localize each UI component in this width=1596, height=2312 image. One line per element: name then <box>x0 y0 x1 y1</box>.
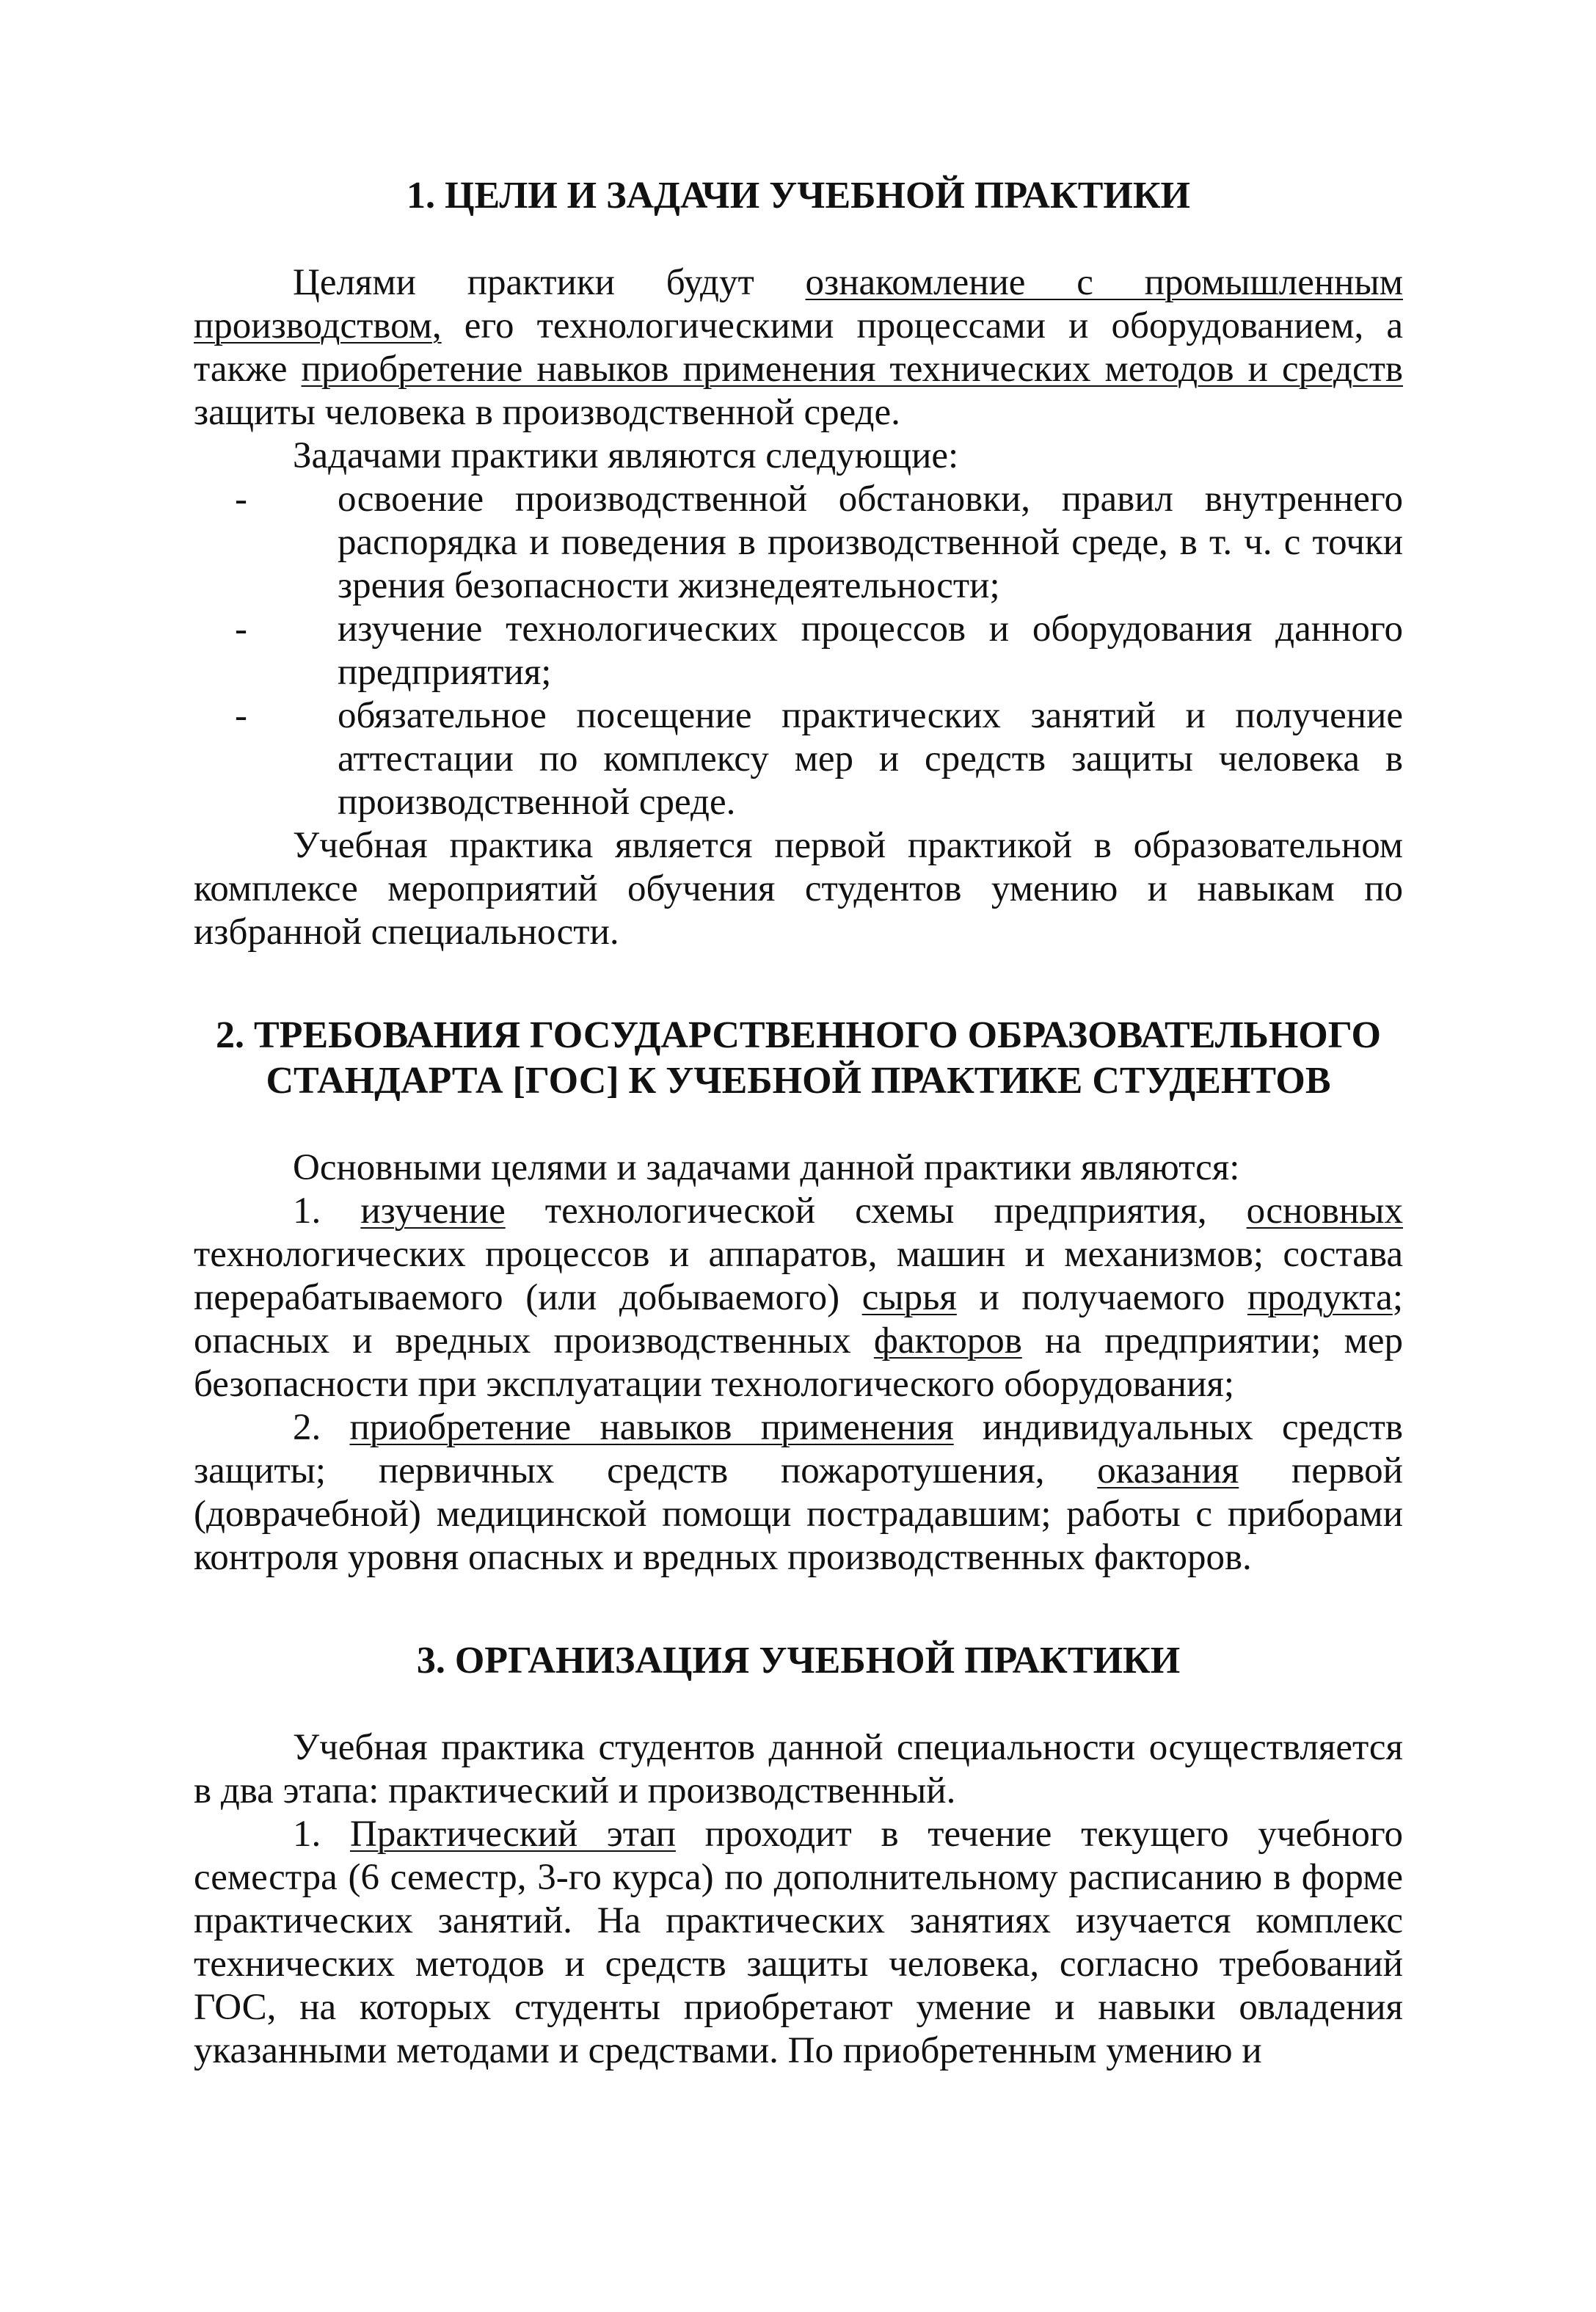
underlined-text: приобретение навыков применения технических методов и средств <box>301 349 1403 390</box>
text-run: Целями практики будут <box>293 262 806 303</box>
document-page <box>194 173 1403 2073</box>
underlined-text: изучение <box>360 1190 506 1232</box>
text-run: ; опасных и вредных производственных <box>194 1277 1403 1362</box>
list-item <box>235 694 1403 824</box>
section-1-goals-paragraph <box>194 261 1403 435</box>
underlined-text: продукта <box>1247 1277 1393 1318</box>
item-number: 2. <box>293 1407 350 1448</box>
underlined-text: оказания <box>1097 1450 1239 1491</box>
section-1-tasks-intro: Задачами практики являются следующие: <box>293 435 959 476</box>
section-2-intro: Основными целями и задачами данной практики являются: <box>293 1147 1240 1188</box>
section-2-title-line-2: СТАНДАРТА [ГОС] К УЧЕБНОЙ ПРАКТИКЕ СТУДЕНТОВ <box>266 1060 1331 1102</box>
item-number: 1. <box>293 1814 350 1855</box>
section-2-title-line-1: 2. ТРЕБОВАНИЯ ГОСУДАРСТВЕННОГО ОБРАЗОВАТЕЛЬНОГО <box>216 1014 1381 1056</box>
text-run: на предприятии; мер безопасности при эксплуатации технологического оборудования; <box>194 1320 1403 1405</box>
item-number: 1. <box>293 1190 361 1232</box>
dash-bullet: - <box>235 695 247 736</box>
text-run: его технологическими процессами и оборудованием, а также <box>194 305 1403 390</box>
underlined-text: Практический этап <box>349 1814 676 1855</box>
underlined-text: сырья <box>861 1277 957 1318</box>
list-item <box>235 478 1403 608</box>
list-item-text: освоение производственной обстановки, правил внутреннего распорядка и поведения в производственной среде, в т. ч. с точки зрения безопасности жизнедеятельности; <box>338 479 1403 606</box>
underlined-text: факторов <box>873 1320 1022 1362</box>
text-run: проходит в течение текущего учебного семестра (6 семестр, 3-го курса) по дополнительному расписанию в форме практических занятий. На практических занятиях изучается комплекс технических методов и средств защиты человека, согласно требований ГОС, на которых студенты приобретают умение и навыки овладения указанными методами и средствами. По приобретенным умению и <box>194 1814 1404 2071</box>
underlined-text: основных <box>1246 1190 1403 1232</box>
dash-bullet: - <box>235 479 247 520</box>
section-3-item-1 <box>194 1813 1403 2073</box>
section-2-item-2 <box>194 1406 1403 1579</box>
text-run: технологической схемы предприятия, <box>505 1190 1247 1232</box>
list-item <box>235 608 1403 694</box>
section-1-title: 1. ЦЕЛИ И ЗАДАЧИ УЧЕБНОЙ ПРАКТИКИ <box>407 175 1190 217</box>
dash-bullet: - <box>235 608 247 650</box>
section-3-title: 3. ОРГАНИЗАЦИЯ УЧЕБНОЙ ПРАКТИКИ <box>416 1640 1181 1682</box>
underlined-text: приобретение навыков применения <box>349 1407 954 1448</box>
section-1-task-list <box>194 478 1403 824</box>
section-3-intro-paragraph: Учебная практика студентов данной специальности осуществляется в два этапа: практический и производственный. <box>194 1727 1403 1811</box>
list-item-text: обязательное посещение практических занятий и получение аттестации по комплексу мер и средств защиты человека в производственной среде. <box>338 695 1403 823</box>
section-1-closing-paragraph: Учебная практика является первой практикой в образовательном комплексе мероприятий обучения студентов умению и навыкам по избранной специальности. <box>194 825 1403 953</box>
text-run: индивидуальных средств защиты; первичных средств пожаротушения, <box>194 1407 1403 1491</box>
section-2-title <box>194 1013 1403 1104</box>
list-item-text: изучение технологических процессов и оборудования данного предприятия; <box>338 608 1403 693</box>
text-run: и получаемого <box>956 1277 1247 1318</box>
text-run: первой (доврачебной) медицинской помощи пострадавшим; работы с приборами контроля уровня опасных и вредных производственных факторов. <box>194 1450 1403 1578</box>
underlined-text: ознакомление с промышленным производством, <box>194 262 1403 346</box>
text-run: защиты человека в производственной среде. <box>194 392 900 433</box>
text-run: технологических процессов и аппаратов, машин и механизмов; состава перерабатываемого (или добываемого) <box>194 1234 1403 1318</box>
section-2-item-1 <box>194 1190 1403 1406</box>
